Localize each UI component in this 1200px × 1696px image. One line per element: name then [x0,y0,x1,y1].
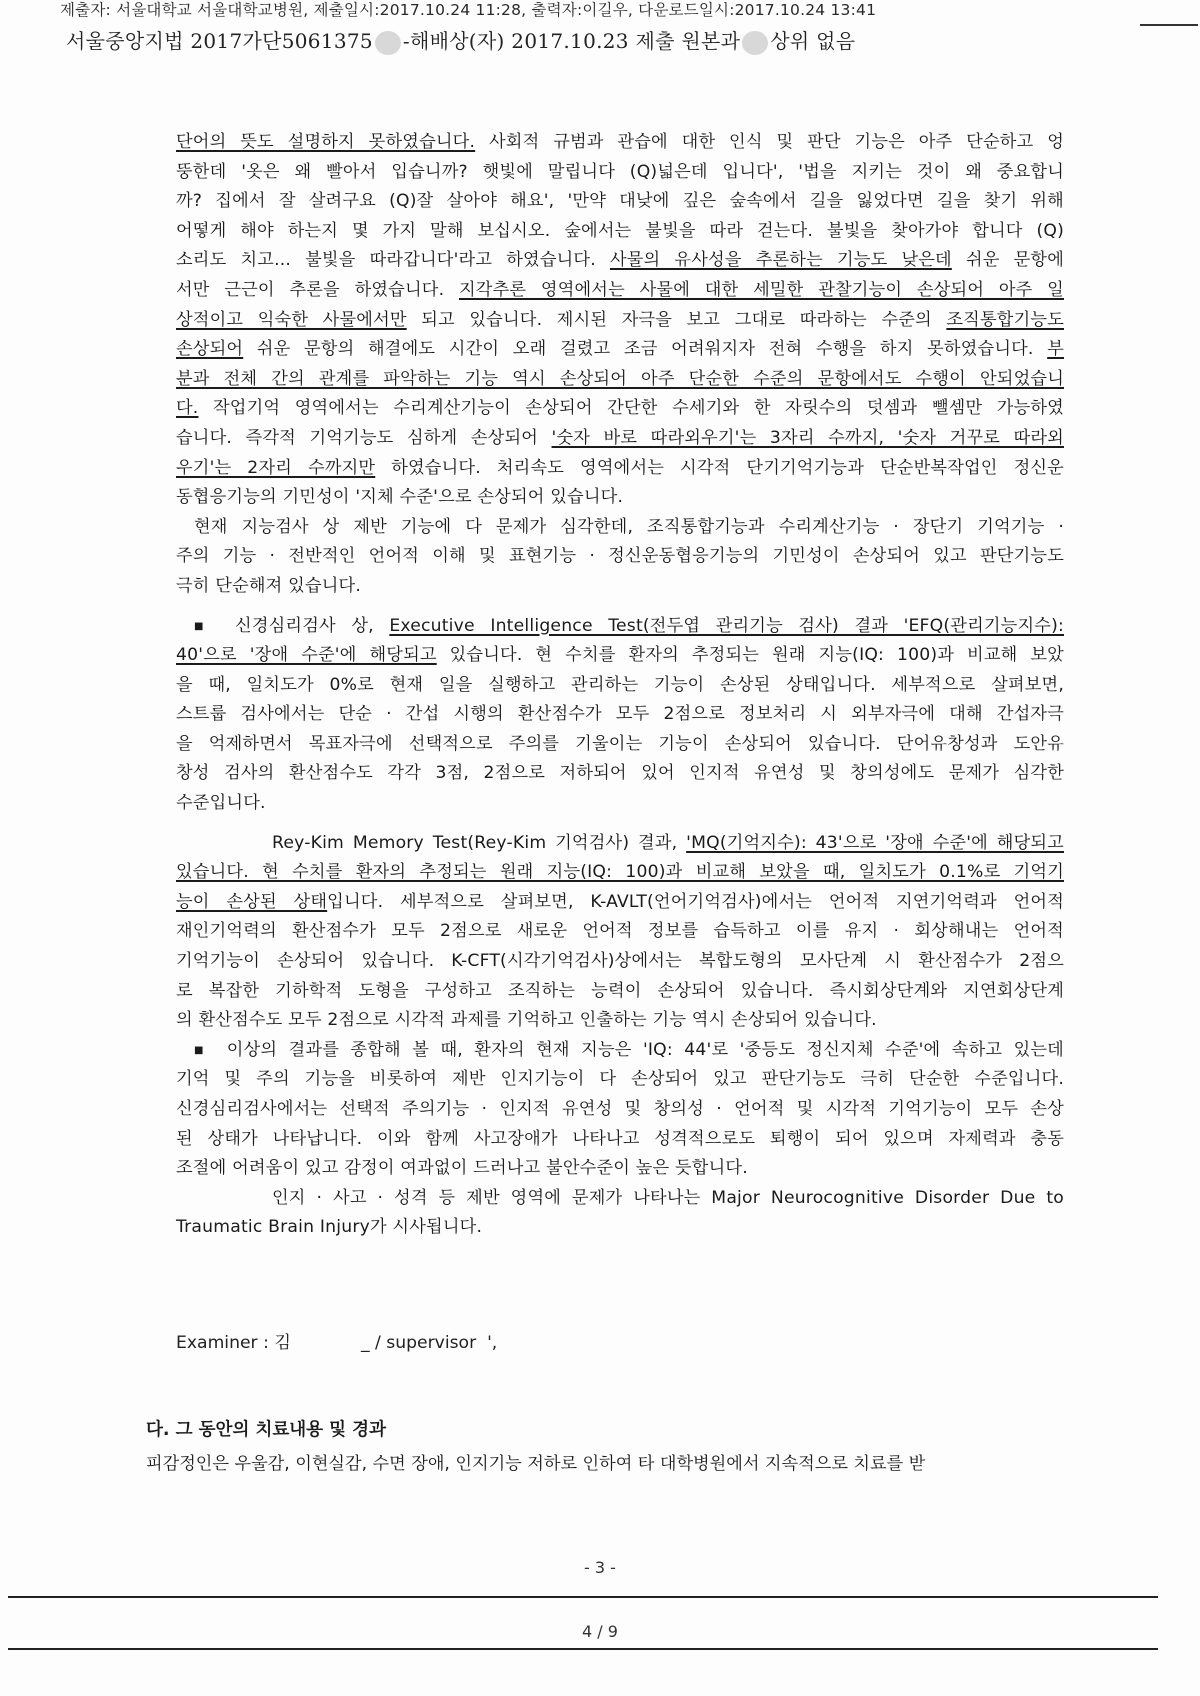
text-segment: 뚱한데 '옷은 왜 빨아서 입습니까? 햇빛에 말립니다 (Q)넓은데 입니다', '법을 지키는 것이 왜 중요합니 [176,161,1064,182]
underlined-text: 다. [176,398,199,419]
text-line [176,947,1064,977]
paragraph-diagnosis [176,1184,1064,1243]
text-segment: 주의 기능 · 전반적인 언어적 이해 및 표현기능 · 정신운동협응기능의 기민성이 손상되어 있고 판단기능도 [176,546,1064,567]
text-segment: 을 억제하면서 목표자극에 선택적으로 주의를 기울이는 기능이 손상되어 있습니다. 단어유창성과 도안유 [176,733,1064,754]
text-segment: 현재 지능검사 상 제반 기능에 다 문제가 심각한데, 조직통합기능과 수리계산기능 · 장단기 기억기능 · [194,516,1064,537]
case-note: 상위 없음 [770,29,856,53]
underlined-text: 단어의 뜻도 설명하지 못하였습니다. [176,132,476,152]
underlined-text: 상적이고 익숙한 사물에서만 [176,309,407,330]
text-line [176,789,1064,819]
text-line [176,1036,1064,1066]
text-line [176,365,1064,395]
text-segment: 동협응기능의 기민성이 '지체 수준'으로 손상되어 있습니다. [176,487,624,508]
text-line [176,671,1064,701]
redaction-mark [375,31,401,55]
text-segment: 어떻게 해야 하는지 몇 가지 말해 보십시오. 숲에서는 불빛을 따라 걷는다. 불빛을 찾아가야 합니다 (Q) [176,220,1064,241]
text-line [176,276,1064,306]
text-line [176,917,1064,947]
paragraph-intelligence-summary [176,513,1064,602]
text-line [176,483,1064,513]
text-line [176,977,1064,1007]
text-line [176,1154,1064,1184]
text-line [176,246,1064,276]
bullet-marker: ■ [194,620,214,632]
text-line [176,187,1064,217]
text-segment: 되고 있습니다. 제시된 자극을 보고 그대로 따라하는 수준의 [406,309,947,330]
section-body-text: 피감정인은 우울감, 이현실감, 수면 장애, 인지기능 저하로 인하여 타 대학병원에서 지속적으로 치료를 받 [146,1454,926,1474]
page-number: - 3 - [584,1558,616,1577]
text-segment: 인지 · 사고 · 성격 등 제반 영역에 문제가 나타나는 Major Neurocognitive Disorder Due to [272,1187,1064,1208]
case-number: 서울중앙지법 2017가단5061375 [66,29,373,53]
paragraph-intelligence-details [176,128,1064,513]
bullet-marker: ■ [194,1044,210,1056]
text-segment: Rey-Kim Memory Test(Rey-Kim 기억검사) 결과, [272,832,687,853]
underlined-text: '숫자 바로 따라외우기'는 3자리 수까지, '숫자 거꾸로 따라외 [551,427,1064,448]
underlined-text: 사물의 유사성을 추론하는 기능도 낮은데 [609,250,952,271]
pdf-pager: 4 / 9 [582,1622,618,1641]
underlined-text: 부 [1047,339,1064,360]
text-line [176,1095,1064,1125]
text-segment: 기억기능이 손상되어 있습니다. K-CFT(시각기억검사)상에서는 복합도형의 모사단계 시 환산점수가 2점으 [176,951,1064,972]
redaction-mark [742,31,768,55]
examiner-signature-line [176,1328,497,1353]
text-line [176,306,1064,336]
underlined-text: 조직통합기능도 [946,309,1064,330]
text-line [176,158,1064,188]
text-line [176,888,1064,918]
text-segment: 이상의 결과를 종합해 볼 때, 환자의 현재 지능은 'IQ: 44'로 '중등도 정신지체 수준'에 속하고 있는데 [215,1039,1064,1060]
text-segment: 의 환산점수도 모두 2점으로 시각적 과제를 기억하고 인출하는 기능 역시 손상되어 있습니다. [176,1010,877,1031]
text-segment: 입니다. 세부적으로 살펴보면, K-AVLT(언어기억검사)에서는 언어적 지연기억력과 언어적 [327,891,1064,912]
underlined-text: Executive Intelligence Test(전두엽 관리기능 검사) 결과 'EFQ(관리기능지수): [389,615,1064,636]
paragraph-conclusion [176,1036,1064,1184]
section-heading: 다. 그 동안의 치료내용 및 경과 [146,1420,386,1440]
text-line [176,454,1064,484]
text-segment: 수준입니다. [176,793,266,814]
case-title: -해배상(자) 2017.10.23 제출 원본과 [402,29,741,53]
text-line [176,1213,1064,1243]
text-line [176,641,1064,671]
text-segment: 로 복잡한 기하학적 도형을 구성하고 조직하는 능력이 손상되어 있습니다. 즉시회상단계와 지연회상단계 [176,980,1064,1001]
text-line [176,829,1064,859]
text-line [176,1006,1064,1036]
text-segment: 신경심리검사에서는 선택적 주의기능 · 인지적 유연성 및 창의성 · 언어적 및 시각적 기억기능이 모두 손상 [176,1099,1064,1119]
text-segment: 기억 및 주의 기능을 비롯하여 제반 인지기능이 다 손상되어 있고 판단기능도 극히 단순한 수준입니다. [176,1069,1064,1090]
text-line [176,730,1064,760]
text-segment: 쉬운 문항에 [951,250,1064,271]
text-segment: 을 때, 일치도가 0%로 현재 일을 실행하고 관리하는 기능이 손상된 상태입니다. 세부적으로 살펴보면, [176,674,1064,695]
text-segment: 조절에 어려움이 있고 감정이 여과없이 드러나고 불안수준이 높은 듯합니다. [176,1158,748,1179]
text-segment: 습니다. 즉각적 기억기능도 심하게 손상되어 [176,427,552,448]
text-segment: 된 상태가 나타납니다. 이와 함께 사고장애가 나타나고 성격적으로도 퇴행이 되어 있으며 자제력과 충동 [176,1128,1064,1149]
paragraph-memory-test [176,829,1064,1036]
text-segment: 서만 근근이 추론을 하였습니다. [176,279,459,300]
text-segment: 재인기억력의 환산점수가 모두 2점으로 새로운 언어적 정보를 습득하고 이를 유지 · 회상해내는 언어적 [176,921,1064,942]
text-line [176,1125,1064,1155]
text-line [176,858,1064,888]
text-line [176,394,1064,424]
text-line [176,700,1064,730]
text-line [176,612,1064,642]
submission-stamp-header: 제출자: 서울대학교 서울대학교병원, 제출일시:2017.10.24 11:28, 출력자:이길우, 다운로드일시:2017.10.24 13:41 [60,1,877,19]
text-line [176,217,1064,247]
footer-rule [8,1596,1158,1598]
text-segment: 창성 검사의 환산점수도 각각 3점, 2점으로 저하되어 있어 인지적 유연성 및 창의성에도 문제가 심각한 [176,763,1064,784]
text-segment: 사회적 규범과 관습에 대한 인식 및 판단 기능은 아주 단순하고 엉 [475,132,1064,152]
underlined-text: 분과 전체 간의 관계를 파악하는 기능 역시 손상되어 아주 단순한 수준의 문항에서도 수행이 안되었습니 [176,368,1064,389]
underlined-text: 'MQ(기억지수): 43'으로 '장애 수준'에 해당되고 [686,832,1064,853]
supervisor-label: _ / supervisor [360,1333,477,1353]
text-line [176,1184,1064,1214]
text-line [176,128,1064,158]
text-segment: 작업기억 영역에서는 수리계산기능이 손상되어 간단한 수세기와 한 자릿수의 덧셈과 뺄셈만 가능하였 [198,398,1064,419]
text-segment: 소리도 치고... 불빛을 따라갑니다'라고 하였습니다. [176,250,610,271]
text-segment: 까? 집에서 잘 살려구요 (Q)잘 살아야 해요', '만약 대낮에 깊은 숲속에서 길을 잃었다면 길을 찾기 위해 [176,191,1064,212]
text-line [176,572,1064,602]
examiner-label: Examiner : 김 [176,1333,291,1353]
text-line [176,542,1064,572]
underlined-text: 40'으로 '장애 수준'에 해당되고 [176,645,437,666]
text-segment: 스트룹 검사에서는 단순 · 간섭 시행의 환산점수가 모두 2점으로 정보처리 시 외부자극에 대해 간섭자극 [176,704,1064,725]
text-line [176,424,1064,454]
footer-rule-bottom [8,1648,1158,1650]
underlined-text: 손상되어 [176,339,244,360]
underlined-text: 있습니다. 현 수치를 환자의 추정되는 원래 지능(IQ: 100)과 비교해 보았을 때, 일치도가 0.1%로 기억기 [176,862,1064,883]
text-line [176,513,1064,543]
underlined-text: 지각추론 영역에서는 사물에 대한 세밀한 관찰기능이 손상되어 아주 일 [458,279,1064,300]
underlined-text: 능이 손상된 상태 [176,891,328,912]
text-segment: Traumatic Brain Injury가 시사됩니다. [176,1217,483,1238]
paragraph-executive-test [176,612,1064,819]
report-body [176,128,1064,1243]
underlined-text: 우기'는 2자리 수까지만 [176,457,376,478]
text-line [176,759,1064,789]
text-segment: 극히 단순해져 있습니다. [176,575,362,596]
text-segment: 신경심리검사 상, [219,615,390,636]
text-segment: 하였습니다. 처리속도 영역에서는 시각적 단기기억기능과 단순반복작업인 정신운 [375,457,1064,478]
court-case-header [66,26,1176,56]
text-line [176,1065,1064,1095]
text-line [176,335,1064,365]
text-segment: 쉬운 문항의 해결에도 시간이 오래 걸렸고 조금 어려워지자 전혀 수행을 하지 못하였습니다. [243,339,1048,360]
text-segment: 있습니다. 현 수치를 환자의 추정되는 원래 지능(IQ: 100)과 비교해 보았 [436,645,1064,666]
supervisor-mark: ', [487,1333,498,1353]
